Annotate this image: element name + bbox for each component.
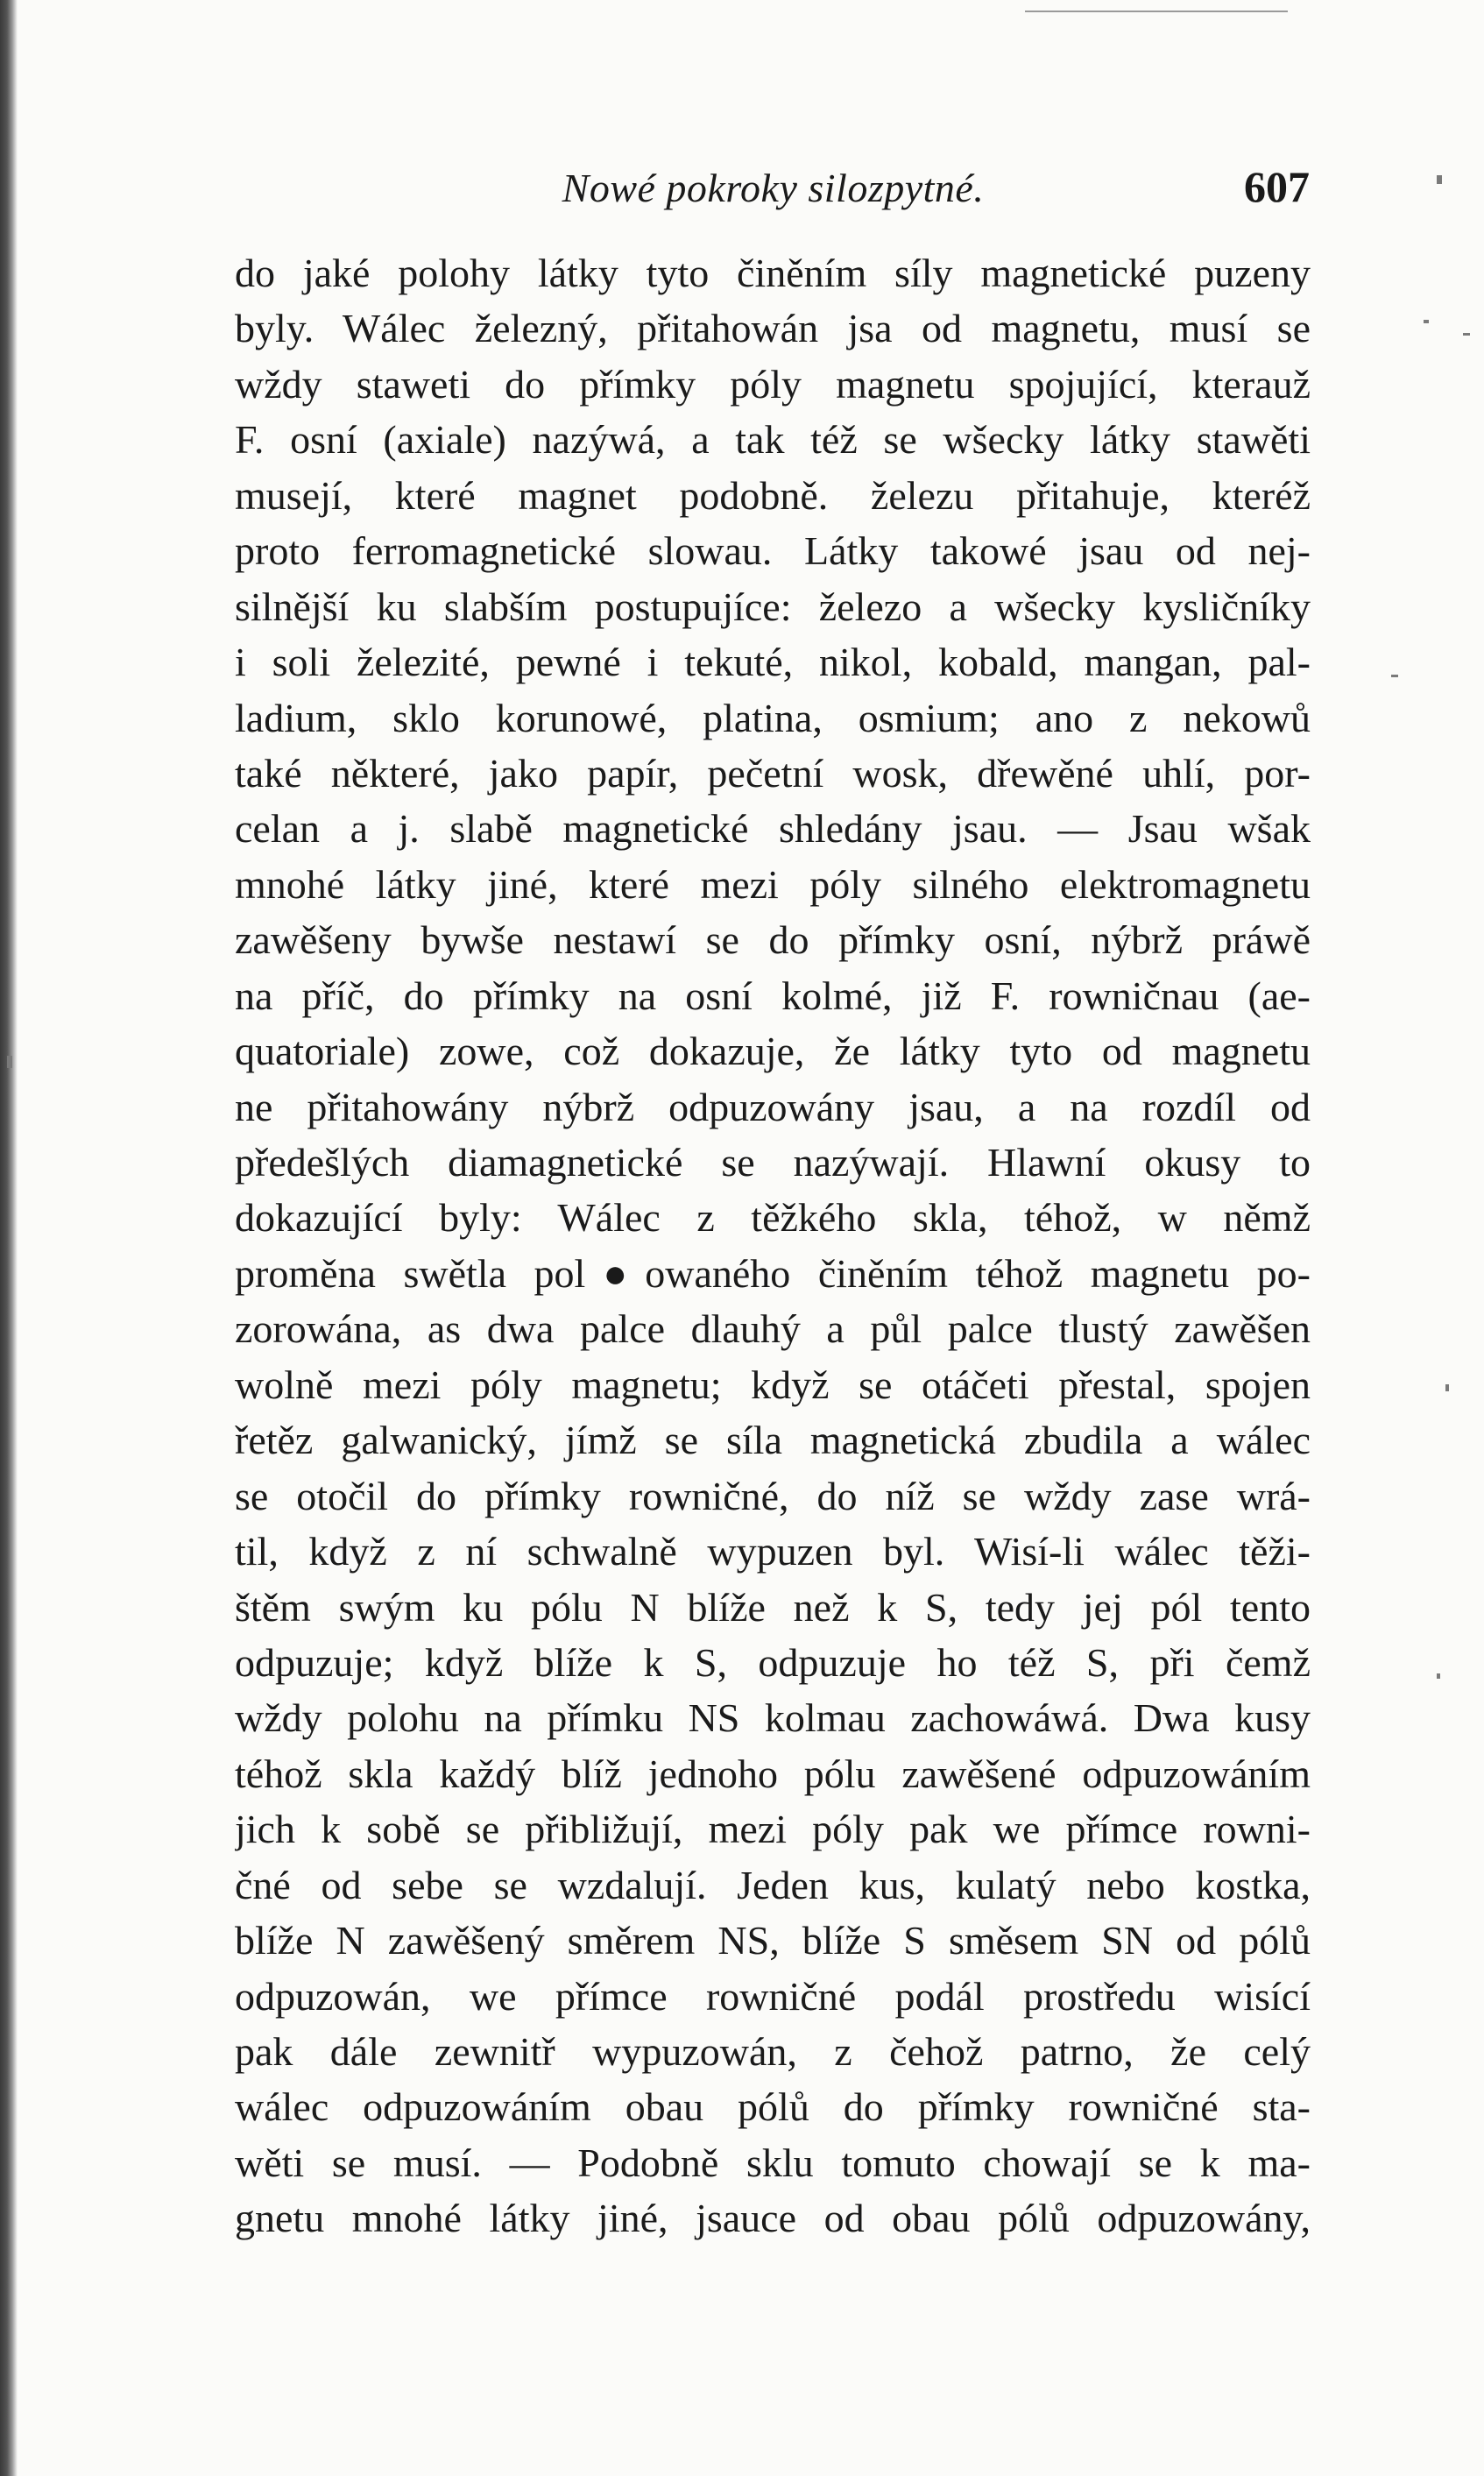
text-line: na příč, do přímky na osní kolmé, již F. rowničnau (ae- (235, 973, 1311, 1018)
scan-artifact-mark (1437, 175, 1442, 184)
text-line: pak dále zewnitř wypuzowán, z čehož patrno, že celý (235, 2029, 1311, 2074)
text-line: quatoriale) zowe, což dokazuje, že látky tyto od magnetu (235, 1029, 1311, 1074)
page-header (237, 158, 1310, 228)
text-line: dokazující byly: Wálec z těžkého skla, téhož, w němž (235, 1195, 1311, 1241)
text-line: wálec odpuzowáním obau pólů do přímky rowničné sta- (235, 2084, 1311, 2130)
text-line: štěm swým ku pólu N blíže než k S, tedy jej pól tento (235, 1584, 1311, 1630)
text-line: mnohé látky jiné, které mezi póly silného elektromagnetu (235, 861, 1311, 907)
text-line: zawěšeny bywše nestawí se do přímky osní, nýbrž práwě (235, 917, 1311, 963)
text-line: F. osní (axiale) nazýwá, a tak též se wšecky látky stawěti (235, 417, 1311, 463)
running-title: Nowé pokroky silozpytné. (562, 166, 985, 210)
text-line: do jaké polohy látky tyto činěním síly magnetické puzeny (235, 251, 1311, 295)
text-line: celan a j. slabě magnetické shledány jsau. — Jsau wšak (235, 806, 1311, 852)
text-line: jich k sobě se přibližují, mezi póly pak we přímce rowni- (235, 1807, 1311, 1852)
text-line: odpuzowán, we přímce rowničné podál prostředu wisící (235, 1973, 1311, 2019)
text-line: proto ferromagnetické slowau. Látky takowé jsau od nej- (235, 528, 1311, 574)
scan-artifact-mark (7, 1056, 12, 1068)
text-line: gnetu mnohé látky jiné, jsauce od obau pólů odpuzowány, (235, 2196, 1311, 2241)
scan-artifact-mark (1437, 1673, 1440, 1679)
text-line: musejí, které magnet podobně. železu přitahuje, kteréž (235, 472, 1311, 518)
text-line: wěti se musí. — Podobně sklu tomuto chowají se k ma- (235, 2140, 1311, 2185)
text-line: ne přitahowány nýbrž odpuzowány jsau, a na rozdíl od (235, 1084, 1311, 1129)
text-line: wždy polohu na přímku NS kolmau zachowáwá. Dwa kusy (235, 1695, 1311, 1741)
text-line: blíže N zawěšený směrem NS, blíže S směsem SN od pólů (235, 1918, 1311, 1963)
text-line: proměna swětla pol●owaného činěním téhož magnetu po- (235, 1250, 1311, 1296)
text-line: předešlých diamagnetické se nazýwají. Hlawní okusy to (235, 1140, 1311, 1185)
scan-artifact-mark (1391, 675, 1398, 677)
scan-artifact-mark (1025, 11, 1288, 12)
scan-artifact-mark (1463, 333, 1470, 336)
text-line: til, když z ní schwalně wypuzen byl. Wisí-li wálec těži- (235, 1529, 1311, 1574)
text-line: také některé, jako papír, pečetní wosk, dřewěné uhlí, por- (235, 750, 1311, 796)
scan-artifact-mark (1424, 320, 1429, 323)
text-line: odpuzuje; když blíže k S, odpuzuje ho též S, při čemž (235, 1639, 1311, 1685)
text-line: téhož skla každý blíž jednoho pólu zawěšené odpuzowáním (235, 1751, 1311, 1796)
text-line: wždy staweti do přímky póly magnetu spojující, kterauž (235, 361, 1311, 407)
text-line: wolně mezi póly magnetu; když se otáčeti přestal, spojen (235, 1362, 1311, 1407)
text-line: ladium, sklo korunowé, platina, osmium; ano z nekowů (235, 695, 1311, 740)
page-binding-edge (0, 0, 18, 2476)
text-line: se otočil do přímky rowničné, do níž se wždy zase wrá- (235, 1473, 1311, 1518)
text-line: silnější ku slabším postupujíce: železo a wšecky kysličníky (235, 584, 1311, 629)
text-line: řetěz galwanický, jímž se síla magnetická zbudila a wálec (235, 1418, 1311, 1463)
text-line: zorowána, as dwa palce dlauhý a půl palce tlustý zawěšen (235, 1306, 1311, 1352)
scan-artifact-mark (1445, 1384, 1449, 1391)
body-text (235, 245, 1311, 2246)
page-number: 607 (1244, 162, 1310, 211)
text-line: byly. Wálec železný, přitahowán jsa od magnetu, musí se (235, 306, 1311, 351)
text-line: čné od sebe se wzdalují. Jeden kus, kulatý nebo kostka, (235, 1862, 1311, 1907)
text-line: i soli železité, pewné i tekuté, nikol, kobald, mangan, pal- (235, 640, 1311, 685)
